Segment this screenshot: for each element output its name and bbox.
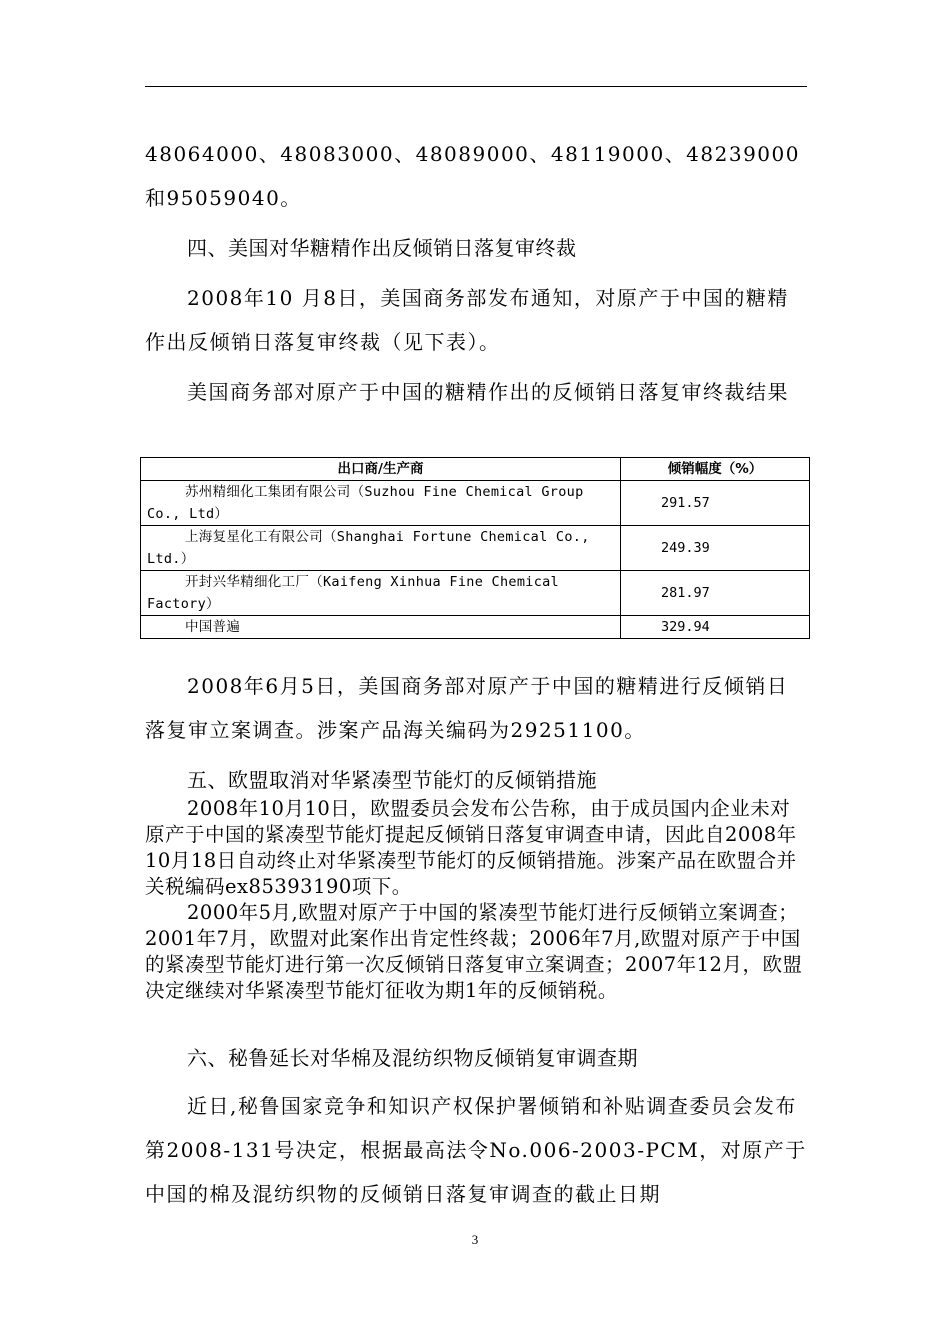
exporter-name: 中国普遍 <box>141 616 621 639</box>
exporter-name: 苏州精细化工集团有限公司（Suzhou Fine Chemical Group Co., Ltd） <box>141 481 621 526</box>
section5-heading: 五、欧盟取消对华紧凑型节能灯的反倾销措施 <box>187 768 597 792</box>
dumping-margin: 329.94 <box>621 616 810 639</box>
table-row <box>141 616 810 639</box>
header-rule <box>145 86 807 87</box>
dumping-margin: 281.97 <box>621 571 810 616</box>
table-row <box>141 571 810 616</box>
exporter-name: 上海复星化工有限公司（Shanghai Fortune Chemical Co., Ltd.） <box>141 526 621 571</box>
header-exporter: 出口商/生产商 <box>141 458 621 481</box>
hs-codes-paragraph: 48064000、48083000、48089000、48119000、48239000和95059040。 <box>145 142 800 210</box>
section5-paragraph-2: 2000年5月,欧盟对原产于中国的紧凑型节能灯进行反倾销立案调查；2001年7月，欧盟对此案作出肯定性终裁；2006年7月,欧盟对原产于中国的紧凑型节能灯进行第一次反倾销日落复审立案调查；2007年12月，欧盟决定继续对华紧凑型节能灯征收为期1年的反倾销税。 <box>145 901 803 1002</box>
dumping-margin: 249.39 <box>621 526 810 571</box>
header-margin: 倾销幅度（%） <box>621 458 810 481</box>
table-header-row <box>141 458 810 481</box>
page-number: 3 <box>471 1232 479 1247</box>
table-row <box>141 481 810 526</box>
section6-heading: 六、秘鲁延长对华棉及混纺织物反倾销复审调查期 <box>187 1046 638 1070</box>
dumping-margin: 291.57 <box>621 481 810 526</box>
section4-paragraph-2: 2008年6月5日，美国商务部对原产于中国的糖精进行反倾销日落复审立案调查。涉案产品海关编码为29251100。 <box>145 674 789 742</box>
table-title: 美国商务部对原产于中国的糖精作出的反倾销日落复审终裁结果 <box>187 380 789 404</box>
table-row <box>141 526 810 571</box>
section6-paragraph-1: 近日,秘鲁国家竞争和知识产权保护署倾销和补贴调查委员会发布第2008-131号决定，根据最高法令No.006-2003-PCM，对原产于中国的棉及混纺织物的反倾销日落复审调查的截止日期 <box>145 1094 807 1206</box>
dumping-margin-table <box>140 457 810 639</box>
exporter-name: 开封兴华精细化工厂（Kaifeng Xinhua Fine Chemical Factory） <box>141 571 621 616</box>
section4-heading: 四、美国对华糖精作出反倾销日落复审终裁 <box>187 236 577 260</box>
section5-paragraph-1: 2008年10月10日，欧盟委员会发布公告称，由于成员国内企业未对原产于中国的紧凑型节能灯提起反倾销日落复审调查申请，因此自2008年10月18日自动终止对华紧凑型节能灯的反倾销措施。涉案产品在欧盟合并关税编码ex85393190项下。 <box>145 797 797 898</box>
section4-paragraph-1: 2008年10 月8日，美国商务部发布通知，对原产于中国的糖精作出反倾销日落复审终裁（见下表）。 <box>145 286 789 354</box>
